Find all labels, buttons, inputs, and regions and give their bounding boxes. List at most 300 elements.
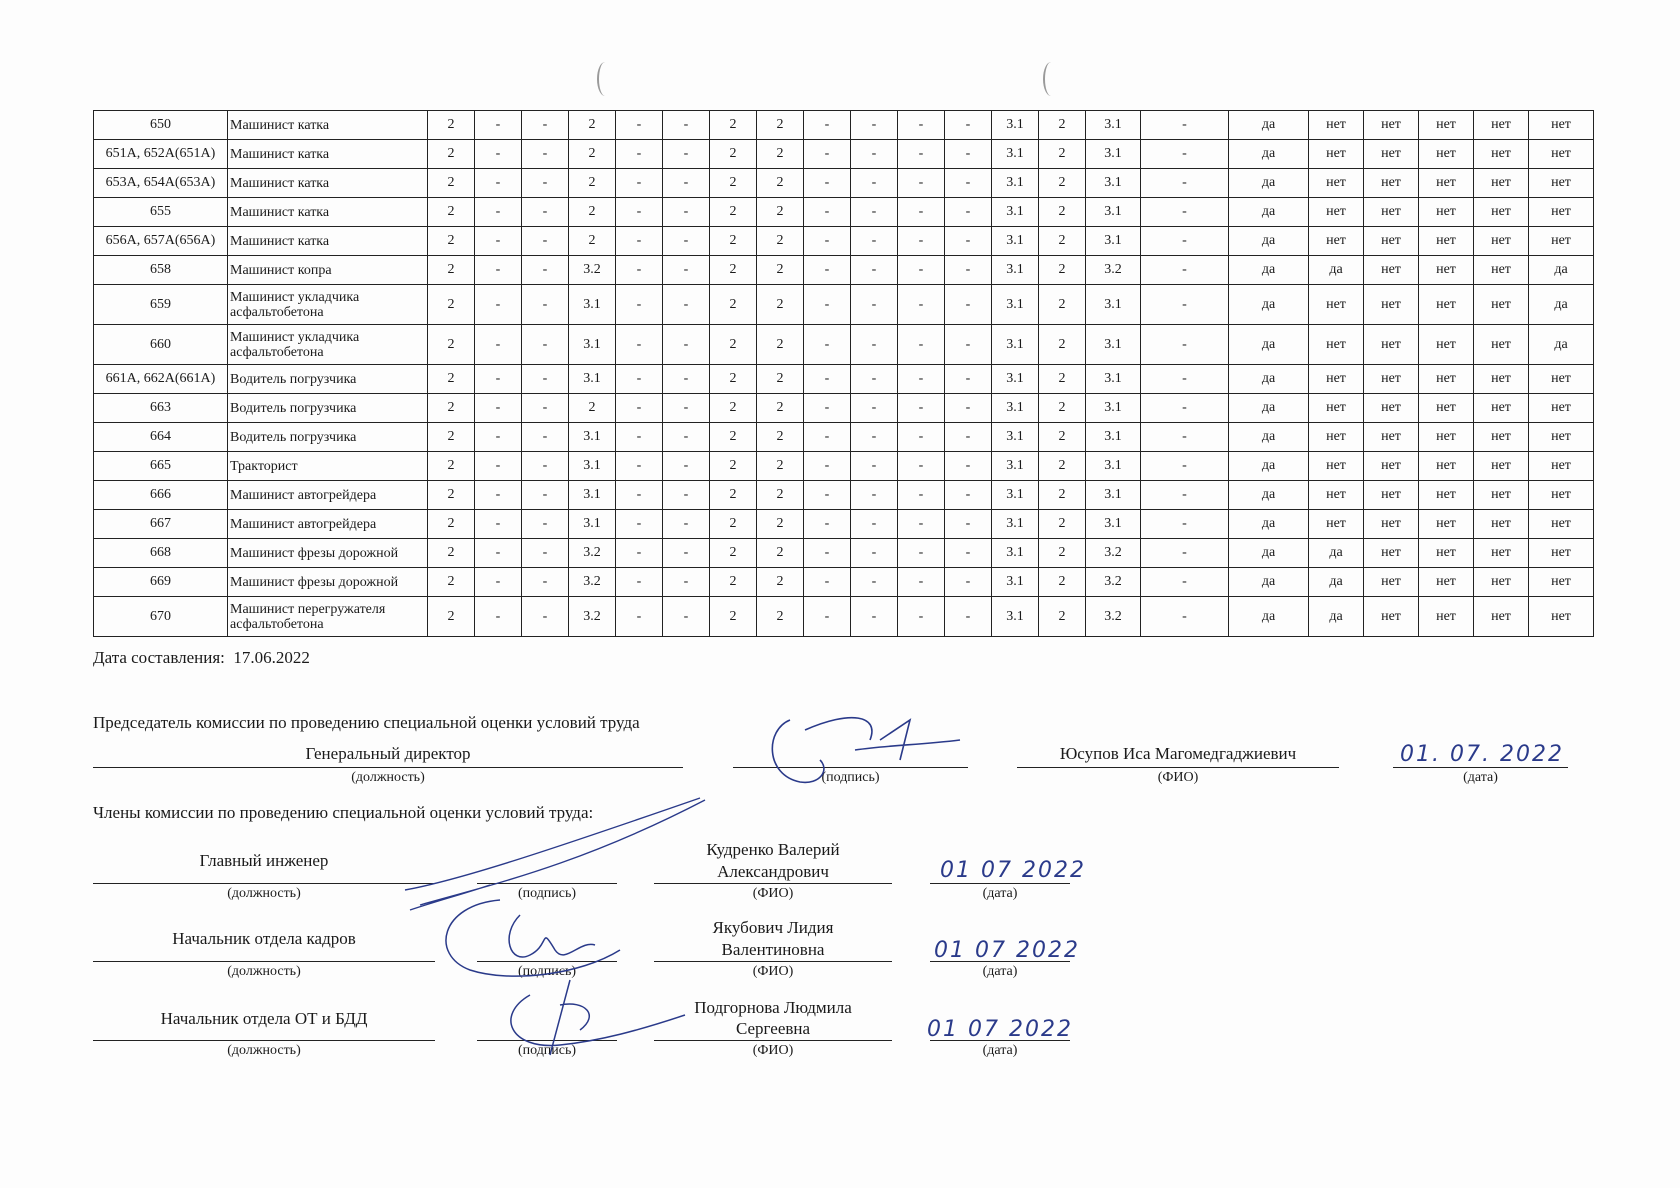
class-cell: - xyxy=(616,198,663,227)
measure-cell: нет xyxy=(1309,169,1364,198)
class-cell: 2 xyxy=(569,227,616,256)
class-cell: - xyxy=(663,140,710,169)
table-row xyxy=(94,169,1594,198)
measure-cell: нет xyxy=(1474,539,1529,568)
class-cell: 2 xyxy=(710,169,757,198)
job-title-cell: Машинист укладчика асфальтобетона xyxy=(228,285,428,325)
class-cell: - xyxy=(804,140,851,169)
measure-cell: нет xyxy=(1364,423,1419,452)
class-cell: 2 xyxy=(710,394,757,423)
caption-signature: (подпись) xyxy=(517,964,577,979)
measure-cell: да xyxy=(1229,140,1309,169)
class-cell: 2 xyxy=(757,510,804,539)
chairman-heading: Председатель комиссии по проведению специальной оценки условий труда xyxy=(93,713,640,732)
class-cell: - xyxy=(1141,111,1229,140)
class-cell: - xyxy=(616,568,663,597)
class-cell: 2 xyxy=(428,285,475,325)
class-cell: 2 xyxy=(428,597,475,637)
class-cell: - xyxy=(522,285,569,325)
class-cell: 2 xyxy=(1039,539,1086,568)
measure-cell: нет xyxy=(1419,452,1474,481)
measure-cell: нет xyxy=(1474,568,1529,597)
job-title-cell: Машинист автогрейдера xyxy=(228,481,428,510)
class-cell: 2 xyxy=(757,597,804,637)
workplace-number-cell: 669 xyxy=(94,568,228,597)
class-cell: 2 xyxy=(757,539,804,568)
member-fio-second: Сергеевна xyxy=(735,1019,811,1038)
class-cell: 2 xyxy=(710,198,757,227)
class-cell: - xyxy=(898,597,945,637)
class-cell: 2 xyxy=(428,394,475,423)
measure-cell: да xyxy=(1309,597,1364,637)
class-cell: 2 xyxy=(757,285,804,325)
class-cell: - xyxy=(663,325,710,365)
measure-cell: нет xyxy=(1364,227,1419,256)
class-cell: 2 xyxy=(428,227,475,256)
class-cell: 3.1 xyxy=(992,365,1039,394)
class-cell: - xyxy=(475,256,522,285)
class-cell: - xyxy=(663,568,710,597)
measure-cell: нет xyxy=(1529,394,1594,423)
class-cell: - xyxy=(945,481,992,510)
workplace-number-cell: 653А, 654А(653А) xyxy=(94,169,228,198)
measure-cell: нет xyxy=(1419,256,1474,285)
caption-date: (дата) xyxy=(982,964,1018,979)
class-cell: 2 xyxy=(757,568,804,597)
class-cell: - xyxy=(945,198,992,227)
caption-position: (должность) xyxy=(227,964,301,979)
class-cell: 2 xyxy=(569,169,616,198)
class-cell: - xyxy=(851,285,898,325)
class-cell: - xyxy=(851,227,898,256)
class-cell: - xyxy=(1141,452,1229,481)
measure-cell: нет xyxy=(1529,481,1594,510)
class-cell: 2 xyxy=(1039,140,1086,169)
class-cell: - xyxy=(475,111,522,140)
measure-cell: нет xyxy=(1364,111,1419,140)
class-cell: - xyxy=(1141,198,1229,227)
class-cell: - xyxy=(804,285,851,325)
class-cell: 3.2 xyxy=(1086,256,1141,285)
class-cell: 3.2 xyxy=(1086,539,1141,568)
class-cell: - xyxy=(616,325,663,365)
class-cell: 2 xyxy=(428,510,475,539)
measure-cell: да xyxy=(1229,423,1309,452)
class-cell: 3.1 xyxy=(992,394,1039,423)
class-cell: - xyxy=(1141,481,1229,510)
caption-date: (дата) xyxy=(982,886,1018,901)
workplace-number-cell: 667 xyxy=(94,510,228,539)
class-cell: 3.1 xyxy=(569,510,616,539)
class-cell: 3.1 xyxy=(992,198,1039,227)
chairman-fio: Юсупов Иса Магомедгаджиевич xyxy=(1059,744,1297,763)
underline xyxy=(930,883,1070,884)
measure-cell: нет xyxy=(1419,227,1474,256)
table-row xyxy=(94,227,1594,256)
class-cell: - xyxy=(475,423,522,452)
class-cell: 3.1 xyxy=(992,510,1039,539)
class-cell: 2 xyxy=(710,325,757,365)
measure-cell: нет xyxy=(1309,140,1364,169)
class-cell: 3.1 xyxy=(1086,169,1141,198)
table-row xyxy=(94,285,1594,325)
class-cell: 2 xyxy=(569,140,616,169)
class-cell: - xyxy=(522,597,569,637)
class-cell: - xyxy=(804,169,851,198)
compile-date xyxy=(93,648,310,668)
class-cell: 3.1 xyxy=(1086,481,1141,510)
class-cell: - xyxy=(663,227,710,256)
class-cell: 3.1 xyxy=(1086,423,1141,452)
class-cell: 3.1 xyxy=(1086,140,1141,169)
measure-cell: нет xyxy=(1419,423,1474,452)
job-title-cell: Машинист копра xyxy=(228,256,428,285)
measure-cell: нет xyxy=(1364,169,1419,198)
class-cell: 3.1 xyxy=(992,325,1039,365)
job-title-cell: Машинист катка xyxy=(228,227,428,256)
class-cell: 2 xyxy=(1039,169,1086,198)
class-cell: - xyxy=(851,325,898,365)
measure-cell: нет xyxy=(1364,140,1419,169)
class-cell: - xyxy=(804,539,851,568)
class-cell: 3.1 xyxy=(569,481,616,510)
class-cell: - xyxy=(945,423,992,452)
measure-cell: нет xyxy=(1364,285,1419,325)
measure-cell: нет xyxy=(1529,423,1594,452)
measure-cell: нет xyxy=(1364,256,1419,285)
measure-cell: нет xyxy=(1529,140,1594,169)
class-cell: 3.1 xyxy=(992,539,1039,568)
class-cell: - xyxy=(804,325,851,365)
class-cell: 2 xyxy=(710,256,757,285)
class-cell: 3.2 xyxy=(569,597,616,637)
class-cell: 2 xyxy=(710,539,757,568)
class-cell: - xyxy=(1141,423,1229,452)
job-title-cell: Машинист катка xyxy=(228,140,428,169)
chairman-signature xyxy=(760,700,970,790)
class-cell: 2 xyxy=(710,111,757,140)
member-fio-first: Кудренко Валерий xyxy=(706,840,840,859)
measure-cell: да xyxy=(1229,365,1309,394)
member-handwritten-date: 01 07 2022 xyxy=(927,1017,1073,1042)
job-title-cell: Водитель погрузчика xyxy=(228,365,428,394)
caption-fio: (ФИО) xyxy=(752,1043,794,1058)
caption-signature: (подпись) xyxy=(517,886,577,901)
class-cell: 3.1 xyxy=(992,256,1039,285)
class-cell: - xyxy=(851,510,898,539)
caption-date: (дата) xyxy=(1463,770,1498,785)
class-cell: 2 xyxy=(569,111,616,140)
table-row xyxy=(94,539,1594,568)
measure-cell: да xyxy=(1229,539,1309,568)
class-cell: - xyxy=(945,227,992,256)
class-cell: - xyxy=(663,423,710,452)
member-fio-first: Якубович Лидия xyxy=(712,918,834,937)
class-cell: - xyxy=(663,198,710,227)
underline xyxy=(93,961,435,962)
class-cell: 2 xyxy=(428,111,475,140)
class-cell: - xyxy=(851,568,898,597)
punch-hole-mark xyxy=(1043,62,1059,96)
class-cell: 2 xyxy=(1039,325,1086,365)
class-cell: - xyxy=(945,140,992,169)
class-cell: - xyxy=(663,597,710,637)
measure-cell: нет xyxy=(1419,365,1474,394)
class-cell: - xyxy=(851,452,898,481)
class-cell: - xyxy=(851,140,898,169)
measure-cell: нет xyxy=(1419,597,1474,637)
chairman-handwritten-date: 01. 07. 2022 xyxy=(1400,742,1564,767)
measure-cell: нет xyxy=(1474,256,1529,285)
class-cell: 2 xyxy=(428,539,475,568)
class-cell: 3.1 xyxy=(992,481,1039,510)
class-cell: - xyxy=(1141,169,1229,198)
class-cell: - xyxy=(475,325,522,365)
class-cell: - xyxy=(522,140,569,169)
class-cell: - xyxy=(663,481,710,510)
class-cell: - xyxy=(851,256,898,285)
measure-cell: да xyxy=(1229,568,1309,597)
class-cell: - xyxy=(616,481,663,510)
class-cell: - xyxy=(851,423,898,452)
measure-cell: нет xyxy=(1474,452,1529,481)
class-cell: - xyxy=(522,198,569,227)
table-row xyxy=(94,423,1594,452)
measure-cell: нет xyxy=(1309,365,1364,394)
measure-cell: нет xyxy=(1309,481,1364,510)
job-title-cell: Машинист перегружателя асфальтобетона xyxy=(228,597,428,637)
measure-cell: нет xyxy=(1419,169,1474,198)
job-title-cell: Машинист катка xyxy=(228,111,428,140)
class-cell: 2 xyxy=(428,423,475,452)
class-cell: 3.1 xyxy=(1086,285,1141,325)
member-fio-second: Александрович xyxy=(717,862,829,881)
class-cell: - xyxy=(945,568,992,597)
class-cell: - xyxy=(1141,394,1229,423)
class-cell: - xyxy=(804,111,851,140)
class-cell: - xyxy=(475,510,522,539)
measure-cell: да xyxy=(1229,510,1309,539)
measure-cell: нет xyxy=(1474,394,1529,423)
class-cell: 2 xyxy=(757,325,804,365)
class-cell: - xyxy=(945,597,992,637)
caption-signature: (подпись) xyxy=(821,770,880,785)
measure-cell: нет xyxy=(1529,510,1594,539)
workplace-number-cell: 655 xyxy=(94,198,228,227)
table-row xyxy=(94,597,1594,637)
measure-cell: нет xyxy=(1309,111,1364,140)
workplace-number-cell: 665 xyxy=(94,452,228,481)
class-cell: - xyxy=(522,169,569,198)
class-cell: - xyxy=(898,394,945,423)
workplace-number-cell: 670 xyxy=(94,597,228,637)
class-cell: - xyxy=(945,452,992,481)
class-cell: - xyxy=(663,539,710,568)
class-cell: - xyxy=(616,539,663,568)
job-title-cell: Машинист фрезы дорожной xyxy=(228,539,428,568)
measure-cell: да xyxy=(1229,597,1309,637)
class-cell: - xyxy=(898,365,945,394)
measure-cell: нет xyxy=(1529,227,1594,256)
measure-cell: да xyxy=(1229,111,1309,140)
class-cell: - xyxy=(851,481,898,510)
measure-cell: нет xyxy=(1419,539,1474,568)
class-cell: - xyxy=(898,285,945,325)
measure-cell: нет xyxy=(1364,198,1419,227)
measure-cell: нет xyxy=(1474,285,1529,325)
class-cell: - xyxy=(898,510,945,539)
class-cell: 2 xyxy=(757,169,804,198)
workplace-number-cell: 668 xyxy=(94,539,228,568)
caption-position: (должность) xyxy=(227,886,301,901)
class-cell: - xyxy=(1141,365,1229,394)
workplace-number-cell: 659 xyxy=(94,285,228,325)
class-cell: - xyxy=(522,394,569,423)
class-cell: - xyxy=(616,140,663,169)
measure-cell: да xyxy=(1309,539,1364,568)
measure-cell: нет xyxy=(1364,597,1419,637)
class-cell: 3.1 xyxy=(569,365,616,394)
measure-cell: нет xyxy=(1364,568,1419,597)
class-cell: - xyxy=(804,365,851,394)
measure-cell: нет xyxy=(1474,597,1529,637)
class-cell: - xyxy=(522,325,569,365)
caption-fio: (ФИО) xyxy=(752,964,794,979)
class-cell: - xyxy=(804,423,851,452)
class-cell: - xyxy=(804,256,851,285)
class-cell: 3.1 xyxy=(992,227,1039,256)
class-cell: - xyxy=(475,568,522,597)
class-cell: 3.1 xyxy=(1086,510,1141,539)
class-cell: - xyxy=(475,539,522,568)
class-cell: 2 xyxy=(757,227,804,256)
caption-position: (должность) xyxy=(351,770,425,785)
workplace-number-cell: 664 xyxy=(94,423,228,452)
measure-cell: нет xyxy=(1419,510,1474,539)
class-cell: - xyxy=(804,597,851,637)
measure-cell: нет xyxy=(1474,365,1529,394)
measure-cell: нет xyxy=(1529,111,1594,140)
class-cell: - xyxy=(663,285,710,325)
underline xyxy=(93,1040,435,1041)
class-cell: - xyxy=(1141,285,1229,325)
class-cell: 2 xyxy=(710,227,757,256)
punch-hole-mark xyxy=(597,62,613,96)
class-cell: - xyxy=(616,423,663,452)
class-cell: 3.1 xyxy=(992,111,1039,140)
member-handwritten-date: 01 07 2022 xyxy=(940,858,1086,883)
job-title-cell: Тракторист xyxy=(228,452,428,481)
class-cell: - xyxy=(898,325,945,365)
class-cell: 3.1 xyxy=(992,568,1039,597)
measure-cell: нет xyxy=(1364,325,1419,365)
measure-cell: нет xyxy=(1529,568,1594,597)
class-cell: - xyxy=(945,325,992,365)
measure-cell: да xyxy=(1309,568,1364,597)
measure-cell: нет xyxy=(1474,423,1529,452)
underline xyxy=(93,883,435,884)
class-cell: 3.1 xyxy=(1086,198,1141,227)
class-cell: - xyxy=(945,285,992,325)
class-cell: - xyxy=(616,111,663,140)
member-handwritten-date: 01 07 2022 xyxy=(934,938,1080,963)
class-cell: - xyxy=(898,256,945,285)
measure-cell: нет xyxy=(1419,285,1474,325)
class-cell: 2 xyxy=(1039,365,1086,394)
class-cell: 3.1 xyxy=(992,423,1039,452)
measure-cell: да xyxy=(1229,285,1309,325)
class-cell: - xyxy=(1141,227,1229,256)
class-cell: 3.1 xyxy=(1086,365,1141,394)
class-cell: 2 xyxy=(1039,256,1086,285)
class-cell: - xyxy=(522,510,569,539)
class-cell: 3.2 xyxy=(1086,568,1141,597)
class-cell: - xyxy=(804,481,851,510)
measure-cell: да xyxy=(1529,285,1594,325)
class-cell: - xyxy=(475,481,522,510)
class-cell: 3.1 xyxy=(992,452,1039,481)
caption-fio: (ФИО) xyxy=(752,886,794,901)
class-cell: - xyxy=(851,394,898,423)
table-row xyxy=(94,452,1594,481)
compile-date-label: Дата составления: xyxy=(93,648,225,667)
class-cell: 3.1 xyxy=(569,285,616,325)
table-row xyxy=(94,394,1594,423)
class-cell: 2 xyxy=(428,256,475,285)
measure-cell: нет xyxy=(1419,481,1474,510)
workplace-number-cell: 650 xyxy=(94,111,228,140)
measure-cell: да xyxy=(1529,256,1594,285)
class-cell: - xyxy=(522,423,569,452)
class-cell: 3.1 xyxy=(569,423,616,452)
job-title-cell: Машинист катка xyxy=(228,169,428,198)
class-cell: 2 xyxy=(757,140,804,169)
measure-cell: нет xyxy=(1419,394,1474,423)
measure-cell: да xyxy=(1229,481,1309,510)
workplace-number-cell: 656А, 657А(656А) xyxy=(94,227,228,256)
measure-cell: да xyxy=(1229,198,1309,227)
underline xyxy=(1017,767,1339,768)
class-cell: 3.1 xyxy=(1086,325,1141,365)
class-cell: 2 xyxy=(1039,452,1086,481)
workplace-number-cell: 658 xyxy=(94,256,228,285)
job-title-cell: Машинист фрезы дорожной xyxy=(228,568,428,597)
underline xyxy=(654,961,892,962)
class-cell: - xyxy=(898,568,945,597)
class-cell: 2 xyxy=(428,481,475,510)
measure-cell: нет xyxy=(1364,510,1419,539)
class-cell: - xyxy=(475,227,522,256)
class-cell: - xyxy=(945,256,992,285)
job-title-cell: Водитель погрузчика xyxy=(228,423,428,452)
class-cell: - xyxy=(851,597,898,637)
class-cell: - xyxy=(851,198,898,227)
job-title-cell: Машинист укладчика асфальтобетона xyxy=(228,325,428,365)
class-cell: - xyxy=(663,394,710,423)
workplace-number-cell: 666 xyxy=(94,481,228,510)
member-fio-second: Валентиновна xyxy=(721,940,825,959)
class-cell: - xyxy=(663,452,710,481)
measure-cell: нет xyxy=(1364,452,1419,481)
measure-cell: нет xyxy=(1474,227,1529,256)
measure-cell: да xyxy=(1229,394,1309,423)
class-cell: - xyxy=(522,365,569,394)
underline xyxy=(930,1040,1070,1041)
measure-cell: нет xyxy=(1419,140,1474,169)
member-position: Начальник отдела ОТ и БДД xyxy=(160,1009,368,1028)
class-cell: 3.2 xyxy=(569,568,616,597)
class-cell: - xyxy=(475,597,522,637)
